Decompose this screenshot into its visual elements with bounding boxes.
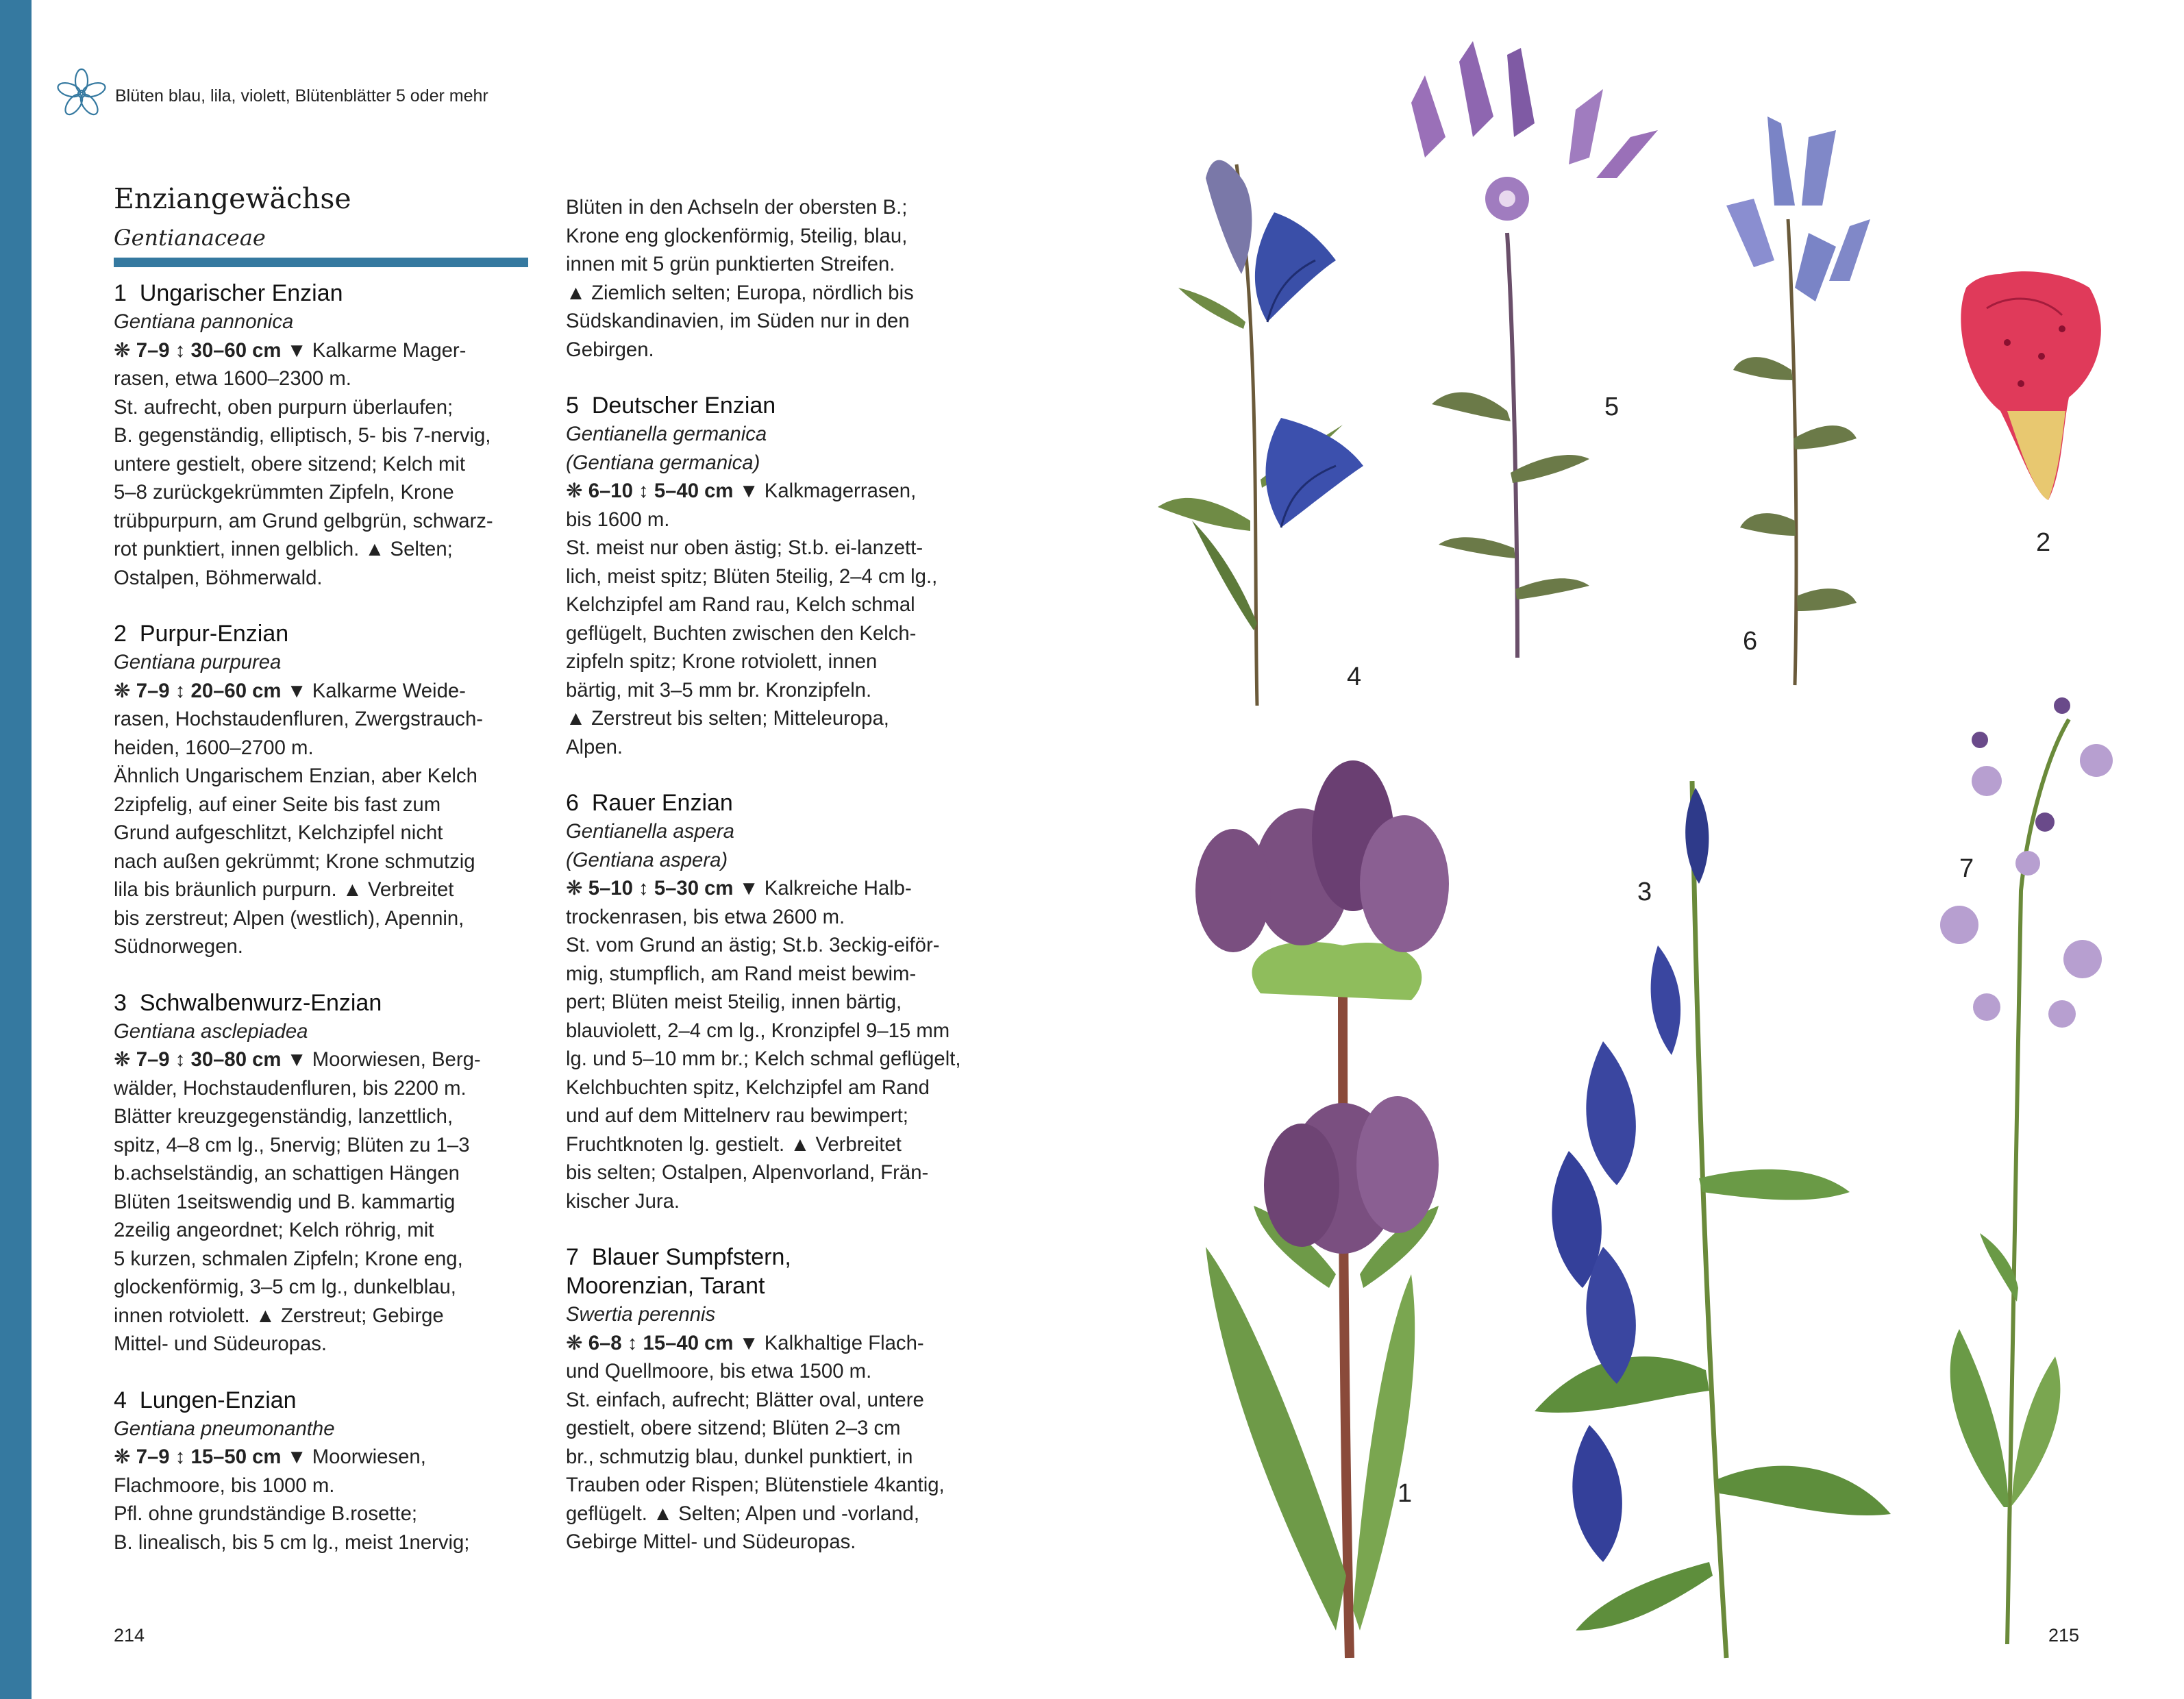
species-latin: Gentiana asclepiadea (114, 1019, 308, 1043)
species-meta: ❋ 6–10 ↕ 5–40 cm ▼ Kalkmagerrasen, (566, 480, 917, 502)
height-arrow-icon: ↕ (175, 679, 186, 702)
flower-glyph-icon: ❋ (566, 1331, 583, 1354)
text-line: bis zerstreut; Alpen (westlich), Apennin, (114, 906, 464, 930)
text-line: heiden, 1600–2700 m. (114, 736, 314, 759)
species-entry-4-continued (566, 193, 991, 364)
figure-label-2: 2 (2036, 528, 2051, 557)
height-arrow-icon: ↕ (638, 877, 649, 900)
text-line: Blüten in den Achseln der obersten B.; (566, 196, 908, 219)
family-rule (114, 258, 528, 267)
family-title: Enziangewächse (114, 182, 351, 215)
text-column-right (566, 193, 991, 1584)
species-name: 2 Purpur-Enzian (114, 621, 289, 647)
text-line: Kelchzipfel am Rand rau, Kelch schmal (566, 593, 915, 616)
text-line: gestielt, obere sitzend; Blüten 2–3 cm (566, 1417, 901, 1439)
species-entry-3 (114, 989, 538, 1359)
height-arrow-icon: ↕ (638, 480, 649, 502)
flower-glyph-icon: ❋ (566, 877, 583, 900)
illustration-gentiana-pannonica (1195, 760, 1449, 1658)
figure-label-5: 5 (1604, 393, 1620, 421)
species-name: 3 Schwalbenwurz-Enzian (114, 989, 382, 1016)
text-line: nach außen gekrümmt; Krone schmutzig (114, 850, 475, 873)
text-line: br., schmutzig blau, dunkel punktiert, in (566, 1445, 913, 1468)
text-line: trockenrasen, bis etwa 2600 m. (566, 905, 845, 928)
text-column-left (114, 279, 538, 1584)
species-name: 1 Ungarischer Enzian (114, 280, 343, 306)
species-latin: Gentianella germanica (566, 423, 767, 445)
text-line: Südnorwegen. (114, 935, 243, 958)
species-entry-1 (114, 279, 538, 592)
plate-illustrations (1130, 0, 2184, 1699)
text-line: Ähnlich Ungarischem Enzian, aber Kelch (114, 765, 477, 787)
height-arrow-icon: ↕ (175, 1446, 186, 1468)
illustration-gentiana-purpurea-flower (1961, 271, 2101, 500)
text-line: bis 1600 m. (566, 508, 670, 531)
text-line: glockenförmig, 3–5 cm lg., dunkelblau, (114, 1276, 456, 1298)
text-line: Alpen. (566, 735, 623, 758)
text-line: wälder, Hochstaudenfluren, bis 2200 m. (114, 1076, 467, 1100)
flower-outline-icon (53, 66, 110, 122)
text-line: trübpurpurn, am Grund gelbgrün, schwarz- (114, 509, 493, 532)
family-latin-name: Gentianaceae (114, 225, 266, 251)
text-line: Gebirge Mittel- und Südeuropas. (566, 1530, 856, 1553)
species-meta: ❋ 7–9 ↕ 20–60 cm ▼ Kalkarme Weide- (114, 679, 466, 702)
text-line: Südskandinavien, im Süden nur in den (566, 310, 910, 332)
text-line: rot punktiert, innen gelblich. ▲ Selten; (114, 538, 453, 560)
text-line: Krone eng glockenförmig, 5teilig, blau, (566, 224, 908, 247)
text-line: St. meist nur oben ästig; St.b. ei-lanzett- (566, 536, 923, 559)
flower-glyph-icon: ❋ (566, 480, 583, 502)
page-number-left: 214 (114, 1625, 145, 1646)
text-line: Kelchbuchten spitz, Kelchzipfel am Rand (566, 1076, 930, 1099)
species-meta: ❋ 7–9 ↕ 30–80 cm ▼ Moorwiesen, Berg- (114, 1048, 481, 1071)
species-latin: Gentiana pannonica (114, 310, 294, 333)
species-meta: ❋ 6–8 ↕ 15–40 cm ▼ Kalkhaltige Flach- (566, 1331, 924, 1354)
text-line: St. vom Grund an ästig; St.b. 3eckig-eiför- (566, 934, 940, 956)
species-meta: ❋ 5–10 ↕ 5–30 cm ▼ Kalkreiche Halb- (566, 877, 912, 900)
text-line: lg. und 5–10 mm br.; Kelch schmal geflügelt, (566, 1047, 961, 1070)
species-entry-6 (566, 789, 991, 1215)
text-line: bärtig, mit 3–5 mm br. Kronzipfeln. (566, 678, 872, 702)
text-line: zipfeln spitz; Krone rotviolett, innen (566, 650, 878, 673)
illustration-gentiana-pneumonanthe (1158, 160, 1363, 706)
flower-glyph-icon: ❋ (114, 1048, 131, 1071)
text-line: mig, stumpflich, am Rand meist bewim- (566, 962, 917, 985)
species-name-line-2: Moorenzian, Tarant (566, 1273, 765, 1299)
habitat-triangle-icon: ▼ (739, 1331, 759, 1354)
figure-label-3: 3 (1637, 878, 1652, 906)
text-line: Grund aufgeschlitzt, Kelchzipfel nicht (114, 821, 443, 844)
text-line: und Quellmoore, bis etwa 1500 m. (566, 1360, 872, 1382)
height-arrow-icon: ↕ (175, 338, 186, 362)
height-arrow-icon: ↕ (175, 1048, 186, 1071)
height-arrow-icon: ↕ (627, 1331, 638, 1354)
species-latin: Swertia perennis (566, 1303, 716, 1326)
species-name: 4 Lungen-Enzian (114, 1387, 297, 1413)
habitat-triangle-icon: ▼ (739, 877, 759, 900)
text-line: spitz, 4–8 cm lg., 5nervig; Blüten zu 1–3 (114, 1133, 470, 1156)
flower-glyph-icon: ❋ (114, 1446, 131, 1468)
habitat-triangle-icon: ▼ (739, 480, 759, 502)
text-line: und auf dem Mittelnerv rau bewimpert; (566, 1104, 908, 1127)
flower-glyph-icon: ❋ (114, 338, 131, 362)
species-meta: ❋ 7–9 ↕ 30–60 cm ▼ Kalkarme Mager- (114, 338, 467, 362)
text-line: blauviolett, 2–4 cm lg., Kronzipfel 9–15 mm (566, 1019, 950, 1042)
species-name: 5 Deutscher Enzian (566, 393, 776, 419)
flower-glyph-icon: ❋ (114, 679, 131, 702)
species-synonym: (Gentiana aspera) (566, 848, 728, 871)
text-line: B. gegenständig, elliptisch, 5- bis 7-nervig, (114, 424, 491, 447)
text-line: 2zipfelig, auf einer Seite bis fast zum (114, 793, 441, 816)
species-latin: Gentiana pneumonanthe (114, 1417, 335, 1440)
species-name: 6 Rauer Enzian (566, 790, 733, 816)
figure-label-6: 6 (1743, 627, 1758, 656)
habitat-triangle-icon: ▼ (286, 338, 307, 362)
text-line: ▲ Zerstreut bis selten; Mitteleuropa, (566, 707, 889, 730)
text-line: 5 kurzen, schmalen Zipfeln; Krone eng, (114, 1247, 463, 1270)
text-line: Fruchtknoten lg. gestielt. ▲ Verbreitet (566, 1132, 902, 1156)
species-synonym: (Gentiana germanica) (566, 451, 760, 474)
section-header: Blüten blau, lila, violett, Blütenblätter 5 oder mehr (115, 86, 488, 106)
figure-label-7: 7 (1959, 854, 1974, 883)
species-entry-4 (114, 1386, 538, 1557)
text-line: Mittel- und Südeuropas. (114, 1332, 327, 1355)
species-entry-5 (566, 391, 991, 761)
text-line: Flachmoore, bis 1000 m. (114, 1474, 335, 1497)
page-number-right: 215 (2048, 1625, 2080, 1646)
text-line: 5–8 zurückgekrümmten Zipfeln, Krone (114, 481, 454, 504)
text-line: geflügelt, Buchten zwischen den Kelch- (566, 621, 917, 645)
illustration-gentianella-aspera (1726, 116, 1870, 685)
species-entry-7 (566, 1243, 991, 1557)
text-line: bis selten; Ostalpen, Alpenvorland, Frän- (566, 1161, 929, 1184)
text-line: Gebirgen. (566, 338, 654, 361)
figure-label-1: 1 (1398, 1479, 1413, 1508)
species-meta: ❋ 7–9 ↕ 15–50 cm ▼ Moorwiesen, (114, 1446, 426, 1468)
text-line: St. einfach, aufrecht; Blätter oval, untere (566, 1388, 924, 1411)
text-line: innen mit 5 grün punktierten Streifen. (566, 253, 895, 275)
text-line: innen rotviolett. ▲ Zerstreut; Gebirge (114, 1304, 444, 1327)
text-line: pert; Blüten meist 5teilig, innen bärtig, (566, 991, 902, 1013)
habitat-triangle-icon: ▼ (286, 1048, 307, 1071)
species-name: 7 Blauer Sumpfstern, (566, 1244, 791, 1270)
text-line: St. aufrecht, oben purpurn überlaufen; (114, 395, 454, 419)
text-line: rasen, Hochstaudenfluren, Zwergstrauch- (114, 708, 484, 730)
text-line: lich, meist spitz; Blüten 5teilig, 2–4 cm lg., (566, 565, 938, 588)
text-line: b.achselständig, an schattigen Hängen (114, 1162, 460, 1185)
text-line: lila bis bräunlich purpurn. ▲ Verbreitet (114, 878, 454, 901)
illustration-gentiana-asclepiadea (1535, 781, 1891, 1658)
illustration-swertia-perennis (1940, 697, 2113, 1644)
species-entry-2 (114, 619, 538, 961)
text-line: Pfl. ohne grundständige B.rosette; (114, 1502, 418, 1525)
text-line: Trauben oder Rispen; Blütenstiele 4kantig, (566, 1474, 945, 1496)
text-line: Ostalpen, Böhmerwald. (114, 566, 323, 589)
illustration-gentianella-germanica (1411, 41, 1658, 658)
text-line: Blätter kreuzgegenständig, lanzettlich, (114, 1105, 454, 1128)
text-line: untere gestielt, obere sitzend; Kelch mit (114, 452, 465, 475)
text-line: B. linealisch, bis 5 cm lg., meist 1nervig; (114, 1530, 470, 1554)
figure-label-4: 4 (1347, 662, 1362, 691)
text-line: ▲ Ziemlich selten; Europa, nördlich bis (566, 281, 914, 304)
species-latin: Gentiana purpurea (114, 651, 282, 673)
text-line: kischer Jura. (566, 1189, 680, 1213)
text-line: Blüten 1seitswendig und B. kammartig (114, 1190, 456, 1213)
text-line: rasen, etwa 1600–2300 m. (114, 367, 351, 390)
text-line: 2zeilig angeordnet; Kelch röhrig, mit (114, 1219, 434, 1241)
species-latin: Gentianella aspera (566, 820, 734, 843)
text-line: geflügelt. ▲ Selten; Alpen und -vorland, (566, 1502, 919, 1525)
habitat-triangle-icon: ▼ (286, 679, 307, 702)
section-color-band (0, 0, 32, 1699)
habitat-triangle-icon: ▼ (286, 1446, 307, 1468)
